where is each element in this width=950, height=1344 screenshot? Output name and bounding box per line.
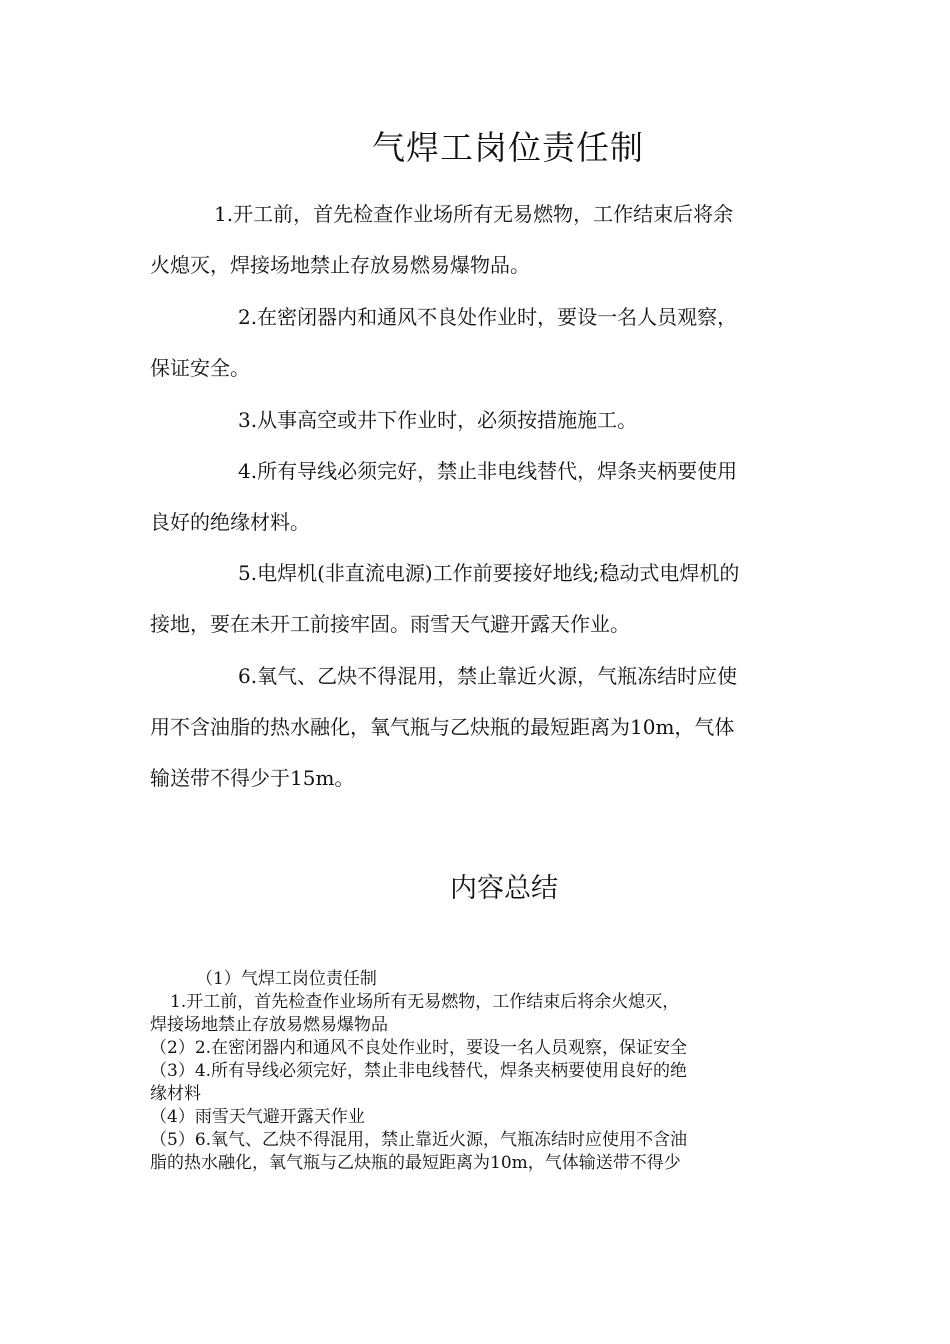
summary-line-6: 缘材料 xyxy=(150,1084,201,1104)
summary-line-1: （1）气焊工岗位责任制 xyxy=(196,969,377,989)
paragraph-2-line-1: 2.在密闭器内和通风不良处作业时，要设一名人员观察， xyxy=(238,305,738,329)
paragraph-4-line-1: 4.所有导线必须完好，禁止非电线替代，焊条夹柄要使用 xyxy=(238,459,738,483)
paragraph-4-line-2: 良好的绝缘材料。 xyxy=(150,510,310,534)
paragraph-5-line-2: 接地，要在未开工前接牢固。雨雪天气避开露天作业。 xyxy=(150,612,630,636)
summary-line-7: （4）雨雪天气避开露天作业 xyxy=(150,1107,365,1127)
document-title: 气焊工岗位责任制 xyxy=(372,128,644,167)
paragraph-4 xyxy=(150,446,800,548)
paragraph-2 xyxy=(150,292,800,394)
paragraph-1 xyxy=(150,189,800,291)
summary-block xyxy=(150,968,800,1175)
summary-line-5: （3）4.所有导线必须完好，禁止非电线替代，焊条夹柄要使用良好的绝 xyxy=(150,1061,688,1081)
summary-title: 内容总结 xyxy=(450,873,558,904)
paragraph-2-line-2: 保证安全。 xyxy=(150,356,250,380)
summary-line-2: 1.开工前，首先检查作业场所有无易燃物，工作结束后将余火熄灭， xyxy=(170,992,680,1012)
paragraph-5-line-1: 5.电焊机(非直流电源)工作前要接好地线;稳动式电焊机的 xyxy=(238,561,740,585)
paragraph-1-line-1: 1.开工前，首先检查作业场所有无易燃物，工作结束后将余 xyxy=(214,202,734,226)
paragraph-6-line-1: 6.氧气、乙炔不得混用，禁止靠近火源，气瓶冻结时应使 xyxy=(238,664,738,688)
paragraph-6 xyxy=(150,651,800,804)
paragraph-3-line-1: 3.从事高空或井下作业时，必须按措施施工。 xyxy=(238,408,638,432)
summary-line-4: （2）2.在密闭器内和通风不良处作业时，要设一名人员观察，保证安全 xyxy=(150,1038,688,1058)
paragraph-3 xyxy=(150,395,800,446)
paragraph-1-line-2: 火熄灭，焊接场地禁止存放易燃易爆物品。 xyxy=(150,253,530,277)
summary-line-8: （5）6.氧气、乙炔不得混用，禁止靠近火源，气瓶冻结时应使用不含油 xyxy=(150,1130,688,1150)
paragraph-6-line-3: 输送带不得少于15m。 xyxy=(150,766,355,790)
summary-line-3: 焊接场地禁止存放易燃易爆物品 xyxy=(150,1015,388,1035)
paragraph-6-line-2: 用不含油脂的热水融化，氧气瓶与乙炔瓶的最短距离为10m，气体 xyxy=(150,715,735,739)
paragraph-5 xyxy=(150,548,800,650)
summary-line-9: 脂的热水融化，氧气瓶与乙炔瓶的最短距离为10m，气体输送带不得少 xyxy=(150,1153,681,1173)
